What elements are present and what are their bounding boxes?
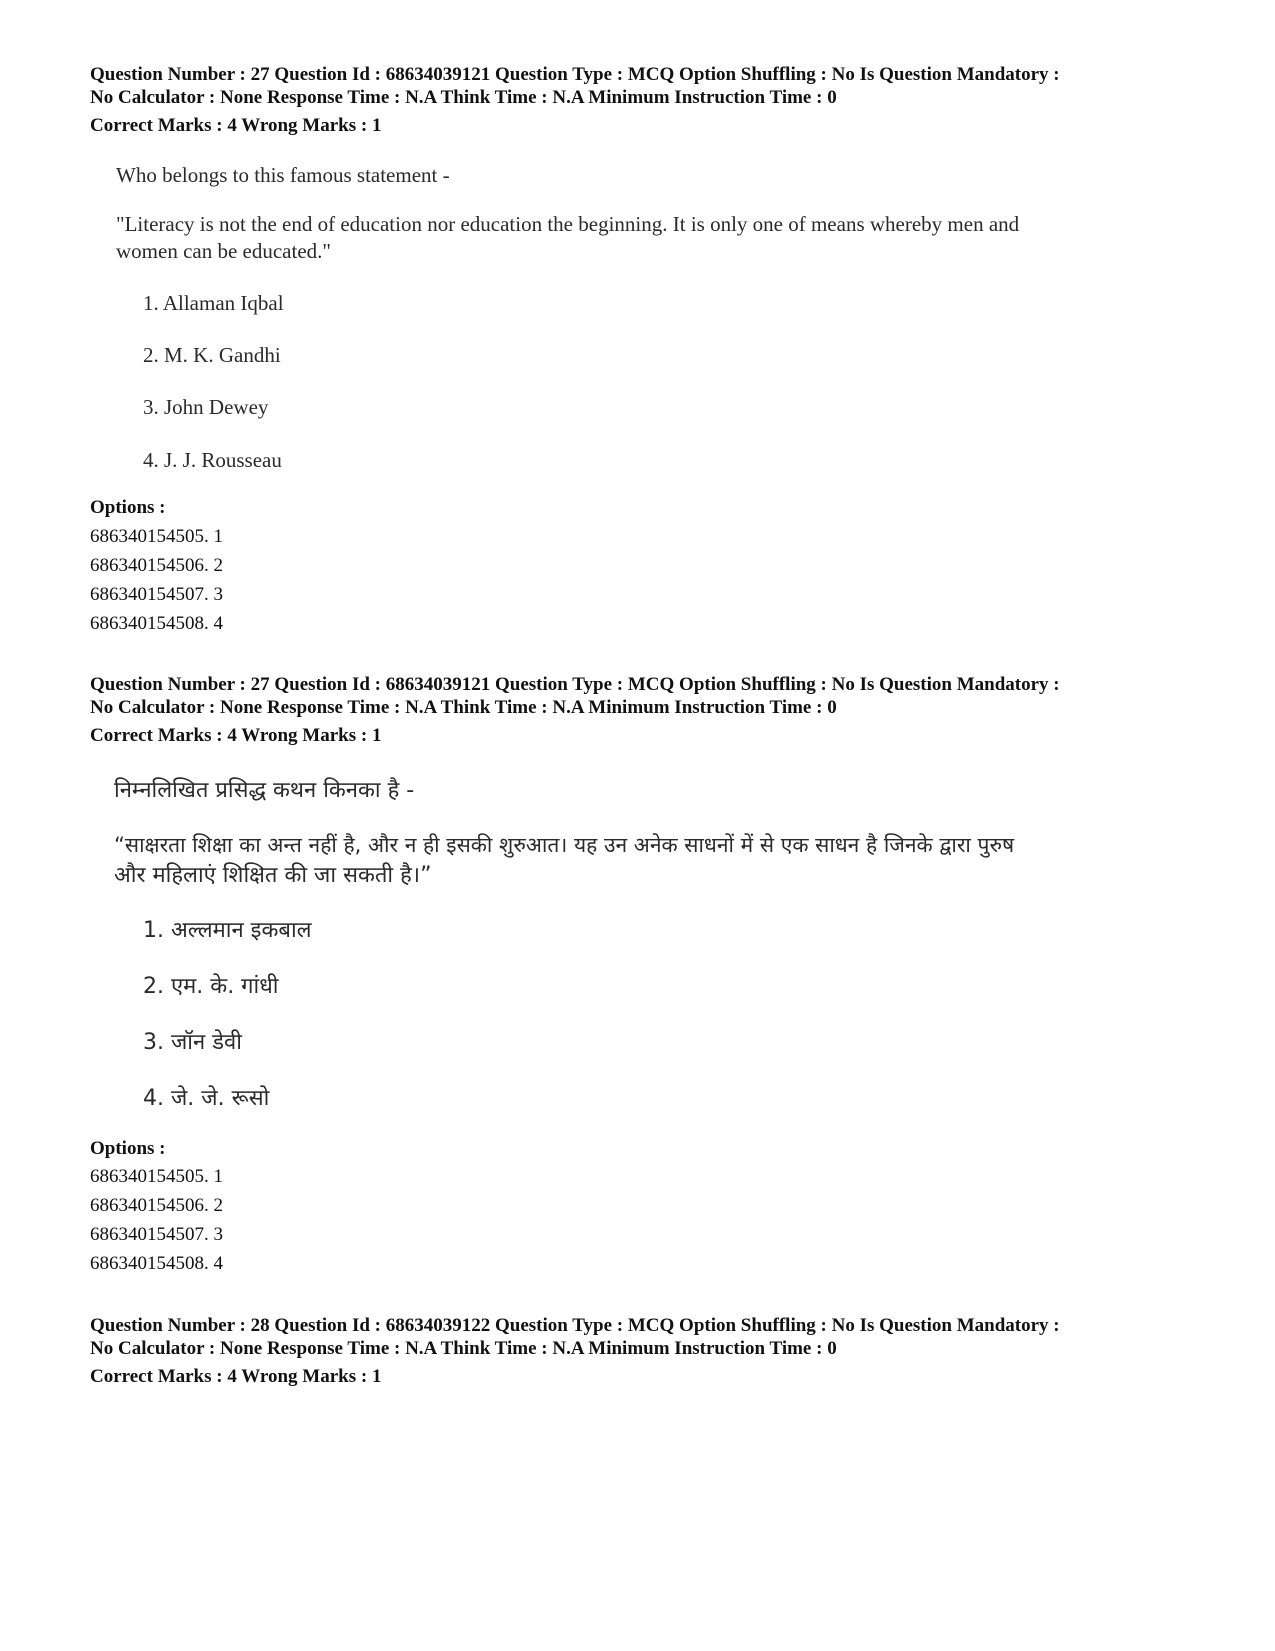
option-row: 686340154505. 1 bbox=[90, 526, 223, 547]
choice-4: 4. J. J. Rousseau bbox=[143, 448, 282, 472]
question-header-line1: Question Number : 28 Question Id : 68634039122 Question Type : MCQ Option Shuffling : No Is Question Mandatory : bbox=[90, 1315, 1060, 1336]
question-header-line2: No Calculator : None Response Time : N.A Think Time : N.A Minimum Instruction Time : 0 bbox=[90, 697, 837, 718]
option-row: 686340154508. 4 bbox=[90, 613, 223, 634]
question-quote-line1: "Literacy is not the end of education nor education the beginning. It is only one of means whereby men and bbox=[116, 212, 1020, 236]
option-row: 686340154507. 3 bbox=[90, 1224, 223, 1245]
question-quote-line2: और महिलाएं शिक्षित की जा सकती है।” bbox=[114, 863, 432, 888]
options-label: Options : bbox=[90, 1138, 166, 1159]
option-row: 686340154507. 3 bbox=[90, 584, 223, 605]
choice-2: 2. M. K. Gandhi bbox=[143, 343, 281, 367]
options-list bbox=[90, 1162, 223, 1278]
options-label: Options : bbox=[90, 497, 166, 518]
choice-3: 3. जॉन डेवी bbox=[143, 1030, 242, 1055]
question-header-line1: Question Number : 27 Question Id : 68634039121 Question Type : MCQ Option Shuffling : No Is Question Mandatory : bbox=[90, 674, 1060, 695]
choice-3: 3. John Dewey bbox=[143, 395, 269, 419]
options-list bbox=[90, 522, 223, 638]
choice-1: 1. Allaman Iqbal bbox=[143, 291, 284, 315]
question-prompt: Who belongs to this famous statement - bbox=[116, 163, 450, 187]
question-header-line2: No Calculator : None Response Time : N.A Think Time : N.A Minimum Instruction Time : 0 bbox=[90, 1338, 837, 1359]
option-row: 686340154508. 4 bbox=[90, 1253, 223, 1274]
question-header-line2: No Calculator : None Response Time : N.A Think Time : N.A Minimum Instruction Time : 0 bbox=[90, 87, 837, 108]
question-quote-line2: women can be educated." bbox=[116, 239, 331, 263]
choice-2: 2. एम. के. गांधी bbox=[143, 974, 279, 999]
marks-line: Correct Marks : 4 Wrong Marks : 1 bbox=[90, 1366, 382, 1387]
option-row: 686340154506. 2 bbox=[90, 1195, 223, 1216]
option-row: 686340154505. 1 bbox=[90, 1166, 223, 1187]
marks-line: Correct Marks : 4 Wrong Marks : 1 bbox=[90, 115, 382, 136]
marks-line: Correct Marks : 4 Wrong Marks : 1 bbox=[90, 725, 382, 746]
question-prompt: निम्नलिखित प्रसिद्ध कथन किनका है - bbox=[114, 778, 415, 803]
question-header-line1: Question Number : 27 Question Id : 68634039121 Question Type : MCQ Option Shuffling : No Is Question Mandatory : bbox=[90, 64, 1060, 85]
question-quote-line1: “साक्षरता शिक्षा का अन्त नहीं है, और न ही इसकी शुरुआत। यह उन अनेक साधनों में से एक साधन है जिनके द्वारा पुरुष bbox=[114, 833, 1015, 857]
choice-4: 4. जे. जे. रूसो bbox=[143, 1086, 270, 1111]
option-row: 686340154506. 2 bbox=[90, 555, 223, 576]
choice-1: 1. अल्लमान इकबाल bbox=[143, 918, 312, 943]
